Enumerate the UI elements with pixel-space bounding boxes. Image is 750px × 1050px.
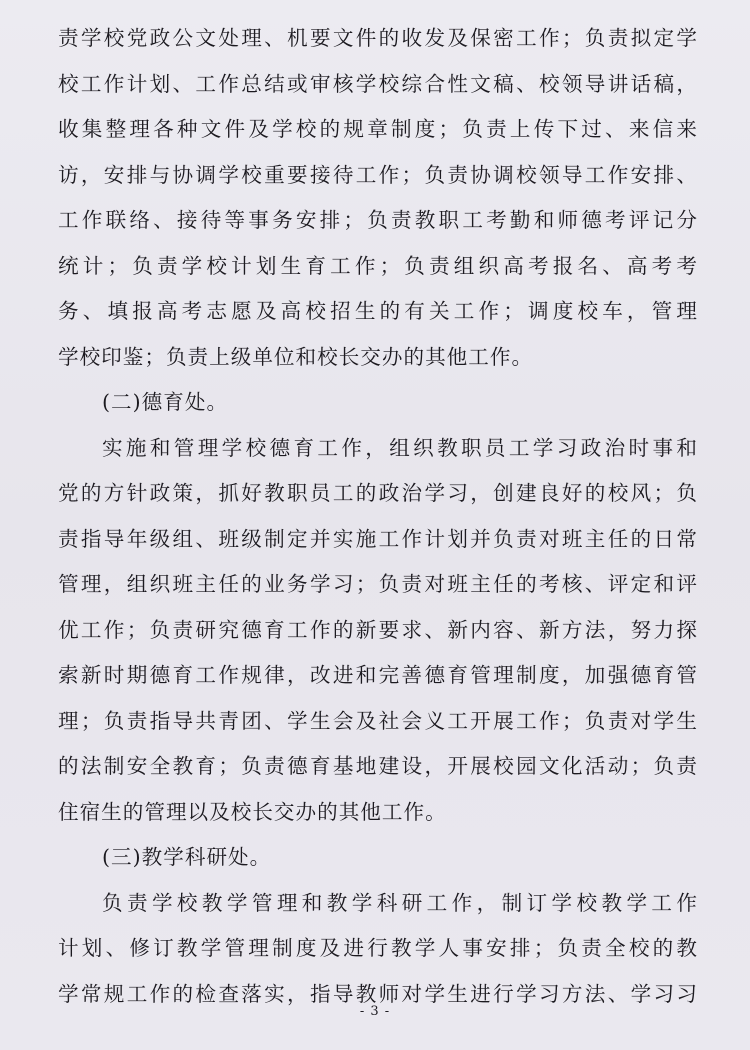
text-line: 责指导年级组、班级制定并实施工作计划并负责对班主任的日常 [58,526,698,551]
text-line: 实施和管理学校德育工作，组织教职员工学习政治时事和 [102,435,698,460]
text-line: 索新时期德育工作规律，改进和完善德育管理制度，加强德育管 [58,663,698,687]
text-line: 学校印鉴；负责上级单位和校长交办的其他工作。 [58,344,534,369]
text-line: 责学校党政公文处理、机要文件的收发及保密工作；负责拟定学 [58,26,698,50]
text-line: 学常规工作的检查落实，指导教师对学生进行学习方法、学习习 [58,981,698,1006]
text-line: 务、填报高考志愿及高校招生的有关工作；调度校车，管理 [58,299,698,323]
text-line: 统计；负责学校计划生育工作；负责组织高考报名、高考考 [58,253,698,278]
text-line: 工作联络、接待等事务安排；负责教职工考勤和师德考评记分 [58,208,698,232]
text-line: 优工作；负责研究德育工作的新要求、新内容、新方法，努力探 [58,617,698,642]
text-line: 收集整理各种文件及学校的规章制度；负责上传下过、来信来 [58,117,698,141]
section-heading: (三)教学科研处。 [102,845,272,869]
text-line: 理；负责指导共青团、学生会及社会义工开展工作；负责对学生 [58,708,698,733]
text-line: 计划、修订教学管理制度及进行教学人事安排；负责全校的教 [58,936,698,960]
body-text [58,16,698,1017]
text-line: 住宿生的管理以及校长交办的其他工作。 [58,799,447,824]
page-number: - 3 - [359,1004,391,1019]
section-heading: (二)德育处。 [102,390,229,414]
text-line: 的法制安全教育；负责德育基地建设，开展校园文化活动；负责 [58,754,698,778]
text-line: 负责学校教学管理和教学科研工作，制订学校教学工作 [102,890,698,915]
text-line: 管理，组织班主任的业务学习；负责对班主任的考核、评定和评 [58,572,698,596]
text-line: 访，安排与协调学校重要接待工作；负责协调校领导工作安排、 [58,162,698,187]
text-line: 校工作计划、工作总结或审核学校综合性文稿、校领导讲话稿， [58,71,698,96]
text-line: 党的方针政策，抓好教职员工的政治学习，创建良好的校风；负 [58,481,698,505]
